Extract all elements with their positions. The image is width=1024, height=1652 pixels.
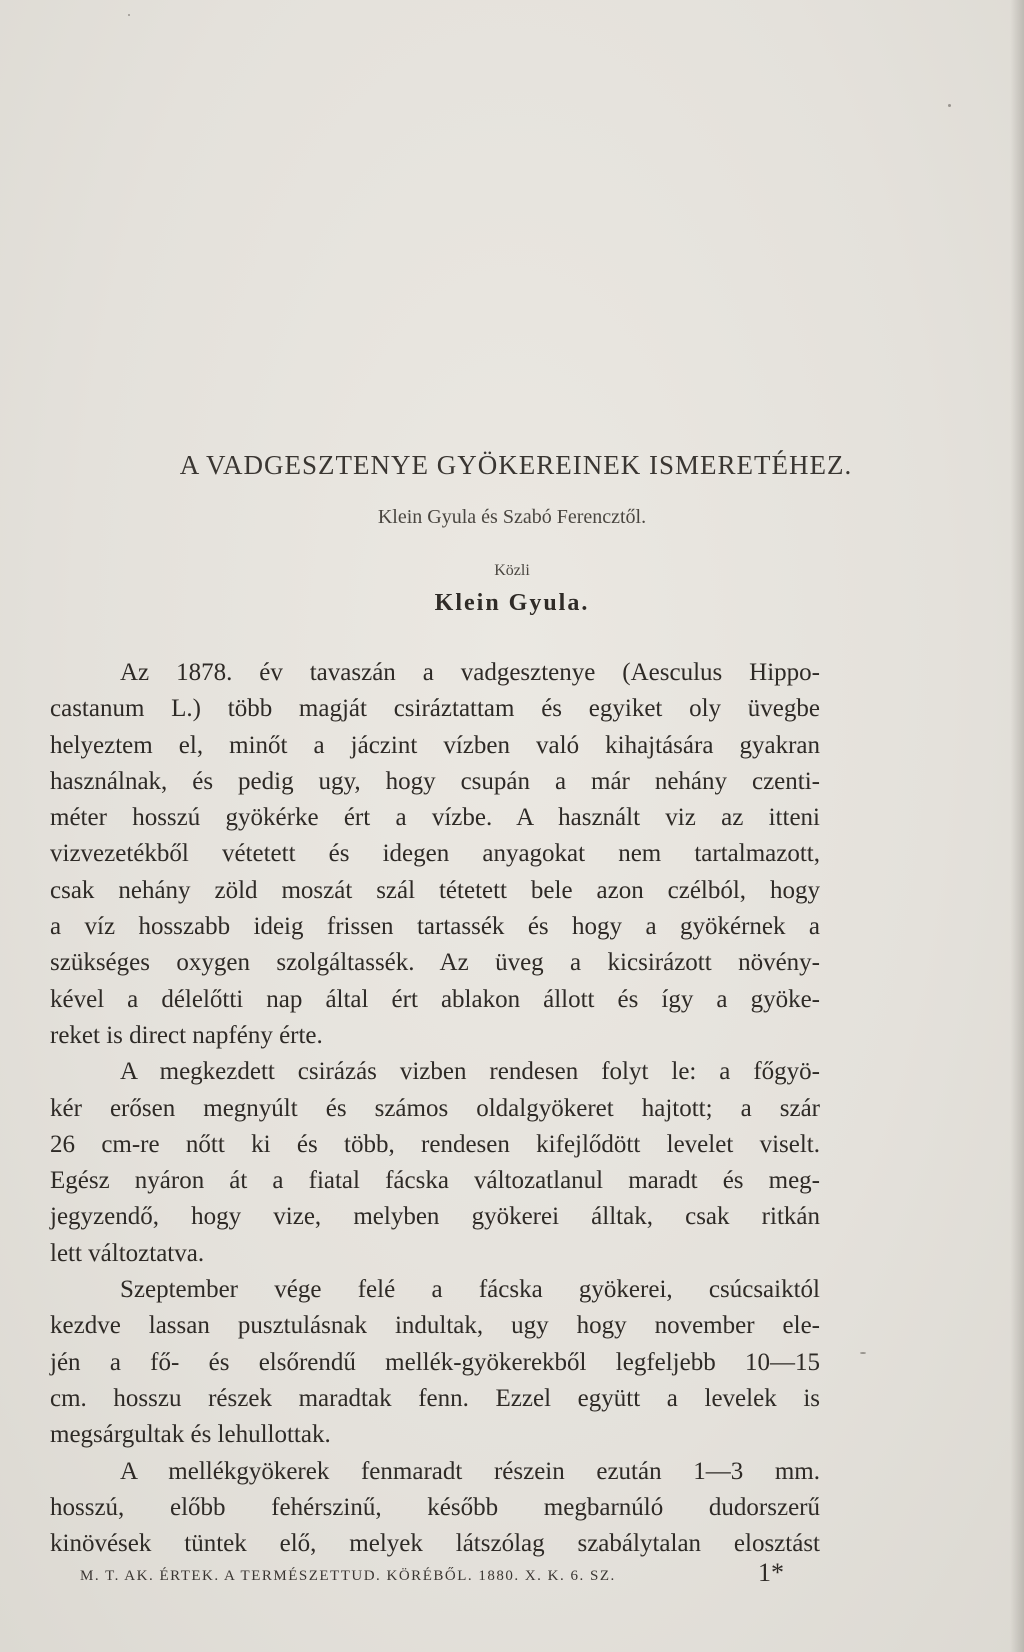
body-text-line: Szeptember vége felé a fácska gyökerei, csúcsaiktól: [120, 1276, 820, 1304]
page-edge-shadow: [1010, 0, 1024, 1652]
paper-speck: [860, 1352, 866, 1354]
page-number: 1*: [758, 1558, 784, 1587]
paper-speck: [948, 104, 951, 107]
body-text-line: kér erősen megnyúlt és számos oldalgyökeret hajtott; a szár: [50, 1094, 820, 1122]
body-text-line: a víz hosszabb ideig frissen tartassék és hogy a gyökérnek a: [50, 913, 820, 941]
body-text-line: lett változtatva.: [50, 1239, 205, 1267]
body-text-line: kezdve lassan pusztulásnak indultak, ugy hogy november ele-: [50, 1312, 820, 1340]
body-text-line: hosszú, előbb fehérszinű, később megbarnúló dudorszerű: [50, 1493, 820, 1521]
body-text-line: Az 1878. év tavaszán a vadgesztenye (Aesculus Hippo-: [120, 659, 820, 686]
article-title: A VADGESZTENYE GYÖKEREINEK ISMERETÉHEZ.: [179, 450, 853, 480]
body-text-line: szükséges oxygen szolgáltassék. Az üveg a kicsirázott növény-: [50, 949, 820, 977]
article-authors: Klein Gyula és Szabó Ferencztől.: [377, 506, 647, 528]
body-text-line: A megkezdett csirázás vizben rendesen folyt le: a főgyö-: [120, 1058, 820, 1086]
body-text-line: 26 cm-re nőtt ki és több, rendesen kifejlődött levelet viselt.: [50, 1130, 820, 1158]
body-text-line: helyeztem el, minőt a jáczint vízben való kihajtására gyakran: [50, 731, 820, 759]
body-text-line: jegyzendő, hogy vize, melyben gyökerei álltak, csak ritkán: [50, 1203, 820, 1231]
body-text-line: méter hosszú gyökérke ért a vízbe. A használt viz az itteni: [50, 804, 820, 832]
body-text-line: használnak, és pedig ugy, hogy csupán a már nehány czenti-: [50, 767, 820, 795]
body-text-line: jén a fő- és elsőrendű mellék-gyökerekből legfeljebb 10—15: [50, 1348, 820, 1376]
paper-speck: [128, 14, 130, 16]
body-text-line: csak nehány zöld moszát szál tétetett bele azon czélból, hogy: [50, 876, 820, 904]
article-body: [50, 655, 820, 1562]
body-text-line: kével a délelőtti nap által ért ablakon állott és így a gyöke-: [50, 985, 820, 1013]
body-text-line: A mellékgyökerek fenmaradt részein ezután 1—3 mm.: [120, 1457, 820, 1485]
body-text-line: kinövések tüntek elő, melyek látszólag szabálytalan elosztást: [50, 1530, 820, 1558]
body-text-line: cm. hosszu részek maradtak fenn. Ezzel együtt a levelek is: [50, 1384, 820, 1412]
body-text-line: vizvezetékből vétetett és idegen anyagokat nem tartalmazott,: [50, 840, 820, 868]
presented-by-label: Közli: [494, 562, 530, 579]
page-footer: M. T. AK. ÉRTEK. A TERMÉSZETTUD. KÖRÉBŐL. 1880. X. K. 6. SZ.: [80, 1568, 616, 1584]
body-text-line: Egész nyáron át a fiatal fácska változatlanul maradt és meg-: [50, 1167, 820, 1195]
body-text-line: megsárgultak és lehullottak.: [50, 1421, 331, 1449]
presented-by-name: Klein Gyula.: [434, 590, 590, 616]
body-text-line: reket is direct napfény érte.: [50, 1021, 323, 1049]
body-text-line: castanum L.) több magját csiráztattam és egyiket oly üvegbe: [50, 695, 820, 723]
